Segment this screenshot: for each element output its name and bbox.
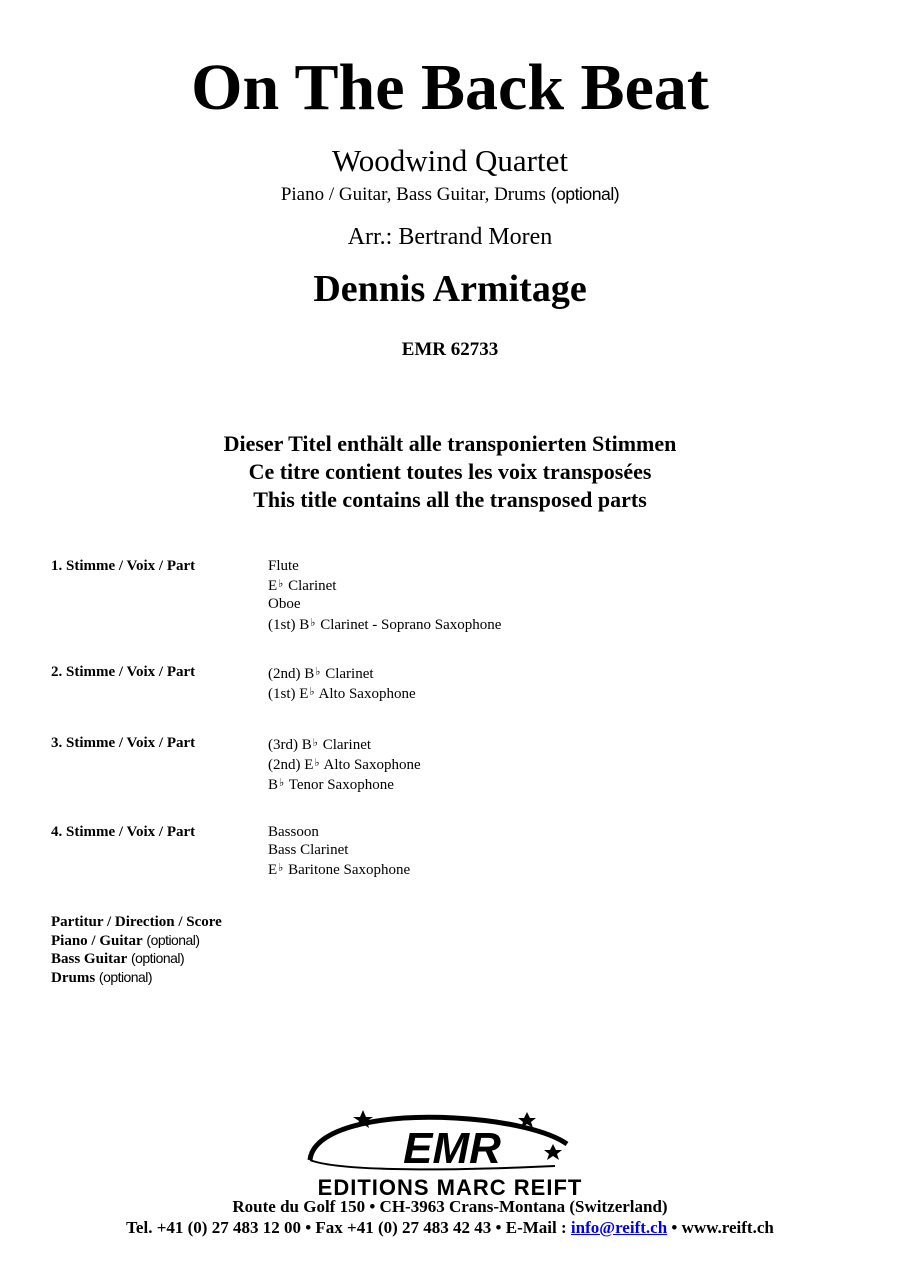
instrument-item (268, 734, 421, 754)
instrument-item (268, 754, 421, 774)
instrument-prefix: Oboe (268, 596, 301, 613)
instrument-prefix: (3rd) B (268, 737, 312, 753)
instrument-name: Tenor Saxophone (285, 777, 394, 794)
instrument-prefix: B (268, 777, 279, 794)
extra-piano-guitar: Piano / Guitar (optional) (51, 931, 200, 949)
part-label: 2. Stimme / Voix / Part (51, 664, 196, 680)
instrument-prefix: (1st) E (268, 686, 309, 703)
flat-symbol: ♭ (278, 578, 284, 591)
instrumentation-text: Piano / Guitar, Bass Guitar, Drums (280, 184, 546, 205)
extra-score: Partitur / Direction / Score (51, 914, 222, 930)
instrument-name: Clarinet (284, 578, 337, 595)
instrument-name: Clarinet (321, 666, 374, 682)
composer: Dennis Armitage (313, 268, 587, 310)
page-title: On The Back Beat (191, 51, 709, 124)
part-label: 3. Stimme / Voix / Part (51, 735, 196, 751)
instrument-prefix: (2nd) E (268, 757, 314, 774)
part-instrument-list (268, 823, 410, 880)
instrumentation (0, 182, 900, 207)
part-label: 4. Stimme / Voix / Part (51, 824, 196, 840)
instrument-prefix: Bassoon (268, 824, 319, 840)
instrument-item (268, 663, 416, 683)
extra-drums: Drums (optional) (51, 968, 153, 986)
part-instrument-list (268, 663, 416, 703)
website: • www.reift.ch (667, 1218, 774, 1237)
flat-symbol: ♭ (278, 862, 284, 875)
instrument-item (268, 595, 501, 613)
instrument-item (268, 774, 421, 794)
instrument-prefix: Flute (268, 558, 299, 574)
arranger: Arr.: Bertrand Moren (347, 224, 553, 250)
instrument-prefix: (1st) B (268, 616, 310, 633)
extra-bass-guitar: Bass Guitar (optional) (51, 950, 185, 967)
instrument-name: Alto Saxophone (320, 757, 421, 774)
flat-symbol: ♭ (279, 777, 285, 790)
extras-list (51, 914, 222, 987)
instrument-name: Clarinet (318, 737, 372, 753)
notice-german: Dieser Titel enthält alle transponierten Stimmen (223, 431, 677, 456)
tel-fax: Tel. +41 (0) 27 483 12 00 • Fax +41 (0) 27 483 42 43 • E-Mail : (126, 1218, 571, 1237)
instrument-prefix: E (268, 578, 278, 595)
instrument-item (268, 823, 410, 841)
emr-logo (305, 1108, 595, 1198)
flat-symbol: ♭ (309, 686, 315, 699)
catalog-number: EMR 62733 (401, 339, 499, 360)
instrument-prefix: E (268, 862, 278, 879)
flat-symbol: ♭ (312, 737, 318, 749)
instrument-item (268, 859, 410, 879)
instrument-prefix: (2nd) B (268, 666, 315, 682)
instrument-name: Alto Saxophone (315, 686, 416, 703)
email-link[interactable]: info@reift.ch (570, 1218, 668, 1237)
publisher-address: Route du Golf 150 • CH-3963 Crans-Montana (Switzerland) (232, 1197, 668, 1216)
instrument-name: Clarinet - Soprano Saxophone (316, 616, 502, 633)
instrument-item (268, 557, 501, 575)
part-label: 1. Stimme / Voix / Part (51, 558, 196, 574)
flat-symbol: ♭ (310, 616, 316, 629)
instrument-item (268, 841, 410, 859)
notice-english: This title contains all the transposed parts (253, 487, 647, 512)
instrument-prefix: Bass Clarinet (268, 842, 349, 859)
flat-symbol: ♭ (315, 666, 321, 678)
instrument-name: Baritone Saxophone (284, 862, 411, 879)
subtitle: Woodwind Quartet (332, 143, 568, 178)
logo-star-bottom (544, 1144, 562, 1160)
flat-symbol: ♭ (314, 757, 320, 770)
publisher-name: EDITIONS MARC REIFT (317, 1175, 583, 1198)
instrumentation-optional: (optional) (550, 184, 620, 204)
part-instrument-list (268, 734, 421, 795)
instrument-item (268, 683, 416, 703)
instrument-item (268, 575, 501, 595)
publisher-contact (0, 1218, 900, 1238)
instrument-item (268, 614, 501, 634)
part-instrument-list (268, 557, 501, 634)
notice-french: Ce titre contient toutes les voix transposées (248, 459, 652, 484)
logo-emr-text: EMR (403, 1124, 501, 1173)
